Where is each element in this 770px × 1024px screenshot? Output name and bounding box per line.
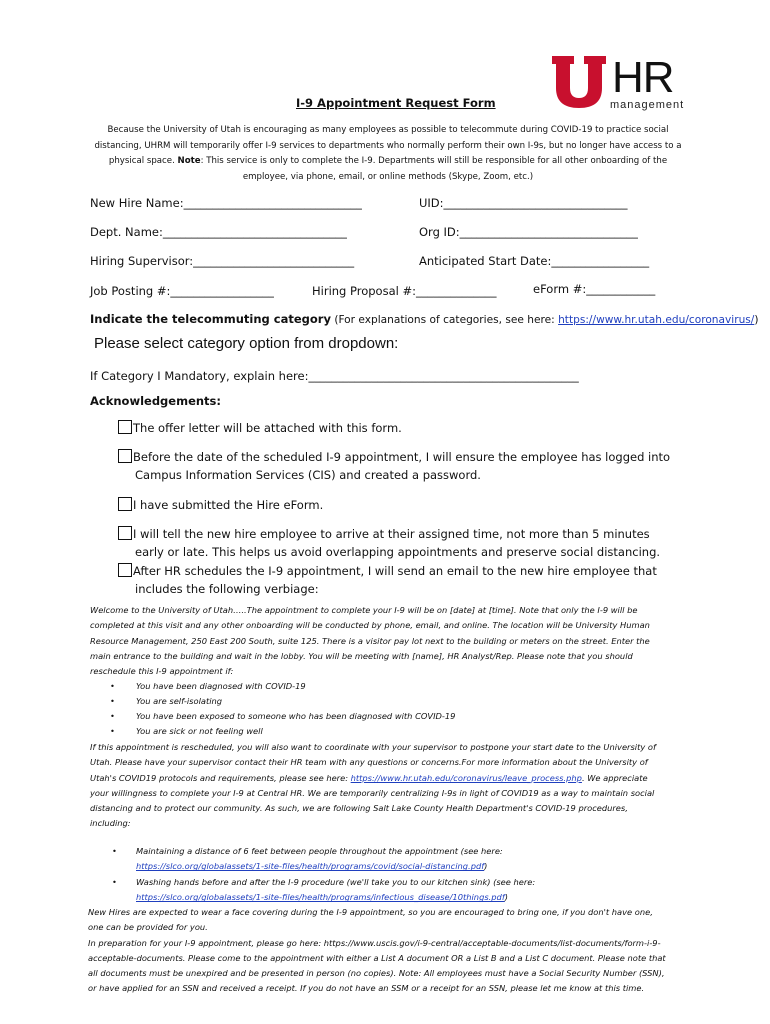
ten-things-link[interactable]: https://slco.org/globalassets/1-site-files/health/programs/infectious_disease/10things.pdf bbox=[136, 892, 505, 903]
hiring-proposal-field[interactable]: Hiring Proposal #:______________ bbox=[312, 284, 497, 298]
ack-item: The offer letter will be attached with this form. bbox=[118, 419, 678, 437]
list-item: • Washing hands before and after the I-9 procedure (we'll take you to our kitchen sink) (see here: https://slco.org/globalassets/1-site-files/health/programs/infectious_disease/10things.pdf) bbox=[112, 877, 536, 903]
new-hire-name-field[interactable]: New Hire Name:_______________________________ bbox=[90, 196, 362, 210]
uid-field[interactable]: UID:________________________________ bbox=[419, 196, 628, 210]
list-item: • You are sick or not feeling well bbox=[110, 726, 263, 736]
form-title: I-9 Appointment Request Form bbox=[296, 96, 496, 110]
ack-item: Before the date of the scheduled I-9 appointment, I will ensure the employee has logged into Campus Information Services (CIS) and created a password. bbox=[118, 448, 678, 484]
category-dropdown[interactable]: Please select category option from dropdown: bbox=[94, 335, 399, 352]
checkbox[interactable] bbox=[118, 449, 132, 463]
ack-item: I will tell the new hire employee to arrive at their assigned time, not more than 5 minutes early or late. This helps us avoid overlapping appointments and preserve social distancing. bbox=[118, 525, 678, 561]
telecommuting-line: Indicate the telecommuting category (For explanations of categories, see here: https://www.hr.utah.edu/coronavirus/) bbox=[90, 312, 759, 326]
preparation-text: In preparation for your I-9 appointment, please go here: https://www.uscis.gov/i-9-central/acceptable-documents/list-documents/form-i-9-acceptable-documents. Please come to the appointment with either a List A document OR a List B and a List C document. Please note that all documents must be unexpired and be presented in person (no copies). Note: All employees must have a Social Security Number (SSN), or have applied for an SSN and received a receipt. If you do not have an SSM or a receipt for an SSN, please let me know at this time. bbox=[88, 937, 666, 994]
list-item: • You are self-isolating bbox=[110, 696, 223, 706]
hr-logo-text: HR bbox=[612, 53, 674, 102]
coronavirus-link[interactable]: https://www.hr.utah.edu/coronavirus/ bbox=[558, 314, 755, 326]
intro-paragraph: Because the University of Utah is encouraging as many employees as possible to telecommute during COVID-19 to practice social distancing, UHRM will temporarily offer I-9 services to departments who normally perform their own I-9s, but no longer have access to a physical space. Note: This service is only to complete the I-9. Departments will still be responsible for all other onboarding of the employee, via phone, email, or online methods (Skype, Zoom, etc.) bbox=[94, 125, 682, 182]
checkbox[interactable] bbox=[118, 526, 132, 540]
job-posting-field[interactable]: Job Posting #:__________________ bbox=[90, 284, 274, 298]
closing-paragraphs bbox=[88, 905, 668, 997]
eform-field[interactable]: eForm #:____________ bbox=[533, 282, 656, 296]
dept-name-field[interactable]: Dept. Name:________________________________ bbox=[90, 225, 347, 239]
leave-process-link[interactable]: https://www.hr.utah.edu/coronavirus/leave_process.php bbox=[350, 772, 582, 783]
face-covering-text: New Hires are expected to wear a face covering during the I-9 appointment, so you are encouraged to bring one, if you don't have one, one can be provided for you. bbox=[88, 907, 653, 933]
social-distancing-link[interactable]: https://slco.org/globalassets/1-site-files/health/programs/covid/social-distancing.pdf bbox=[136, 861, 485, 872]
ack-item: After HR schedules the I-9 appointment, I will send an email to the new hire employee that includes the following verbiage: bbox=[118, 562, 678, 598]
checkbox[interactable] bbox=[118, 497, 132, 511]
management-logo-text: management bbox=[610, 99, 685, 111]
mandatory-explain-field[interactable]: If Category I Mandatory, explain here:_______________________________________________ bbox=[90, 369, 579, 383]
hiring-supervisor-field[interactable]: Hiring Supervisor:____________________________ bbox=[90, 254, 355, 268]
anticipated-start-field[interactable]: Anticipated Start Date:_________________ bbox=[419, 254, 650, 268]
reschedule-paragraph: If this appointment is rescheduled, you will also want to coordinate with your supervisor to postpone your start date to the University of Utah. Please have your supervisor contact their HR team with any questions or concerns.For more information about the University of Utah's COVID19 protocols and requirements, please see here: https://www.hr.utah.edu/coronavirus/leave_process.php. We appreciate your willingness to complete your I-9 at Central HR. We are temporarily centralizing I-9s in light of COVID19 as a way to maintain social distancing and to protect our community. As such, we are following Salt Lake County Health Department's COVID-19 procedures, including: bbox=[90, 742, 656, 829]
org-id-field[interactable]: Org ID:_______________________________ bbox=[419, 225, 638, 239]
list-item: • You have been diagnosed with COVID-19 bbox=[110, 681, 306, 691]
telecommuting-label: Indicate the telecommuting category bbox=[90, 312, 331, 326]
list-item: • You have been exposed to someone who has been diagnosed with COVID-19 bbox=[110, 711, 456, 721]
welcome-paragraph: Welcome to the University of Utah…..The appointment to complete your I-9 will be on [date] at [time]. Note that only the I-9 will be completed at this visit and any other onboarding will be conducted by phone, email, and online. The location will be University Human Resource Management, 250 East 200 South, suite 125. There is a visitor pay lot next to the building or meters on the street. Enter the main entrance to the building and wait in the lobby. You will be meeting with [name], HR Analyst/Rep. Please note that you should reschedule this I-9 appointment if: bbox=[90, 605, 650, 677]
checkbox[interactable] bbox=[118, 563, 132, 577]
note-label: Note bbox=[177, 156, 201, 167]
university-u-logo bbox=[552, 56, 606, 108]
ack-item: I have submitted the Hire eForm. bbox=[118, 496, 678, 514]
list-item: • Maintaining a distance of 6 feet between people throughout the appointment (see here: https://slco.org/globalassets/1-site-files/health/programs/covid/social-distancing.pdf) bbox=[112, 846, 503, 872]
checkbox[interactable] bbox=[118, 420, 132, 434]
acknowledgements-heading: Acknowledgements: bbox=[90, 394, 221, 408]
